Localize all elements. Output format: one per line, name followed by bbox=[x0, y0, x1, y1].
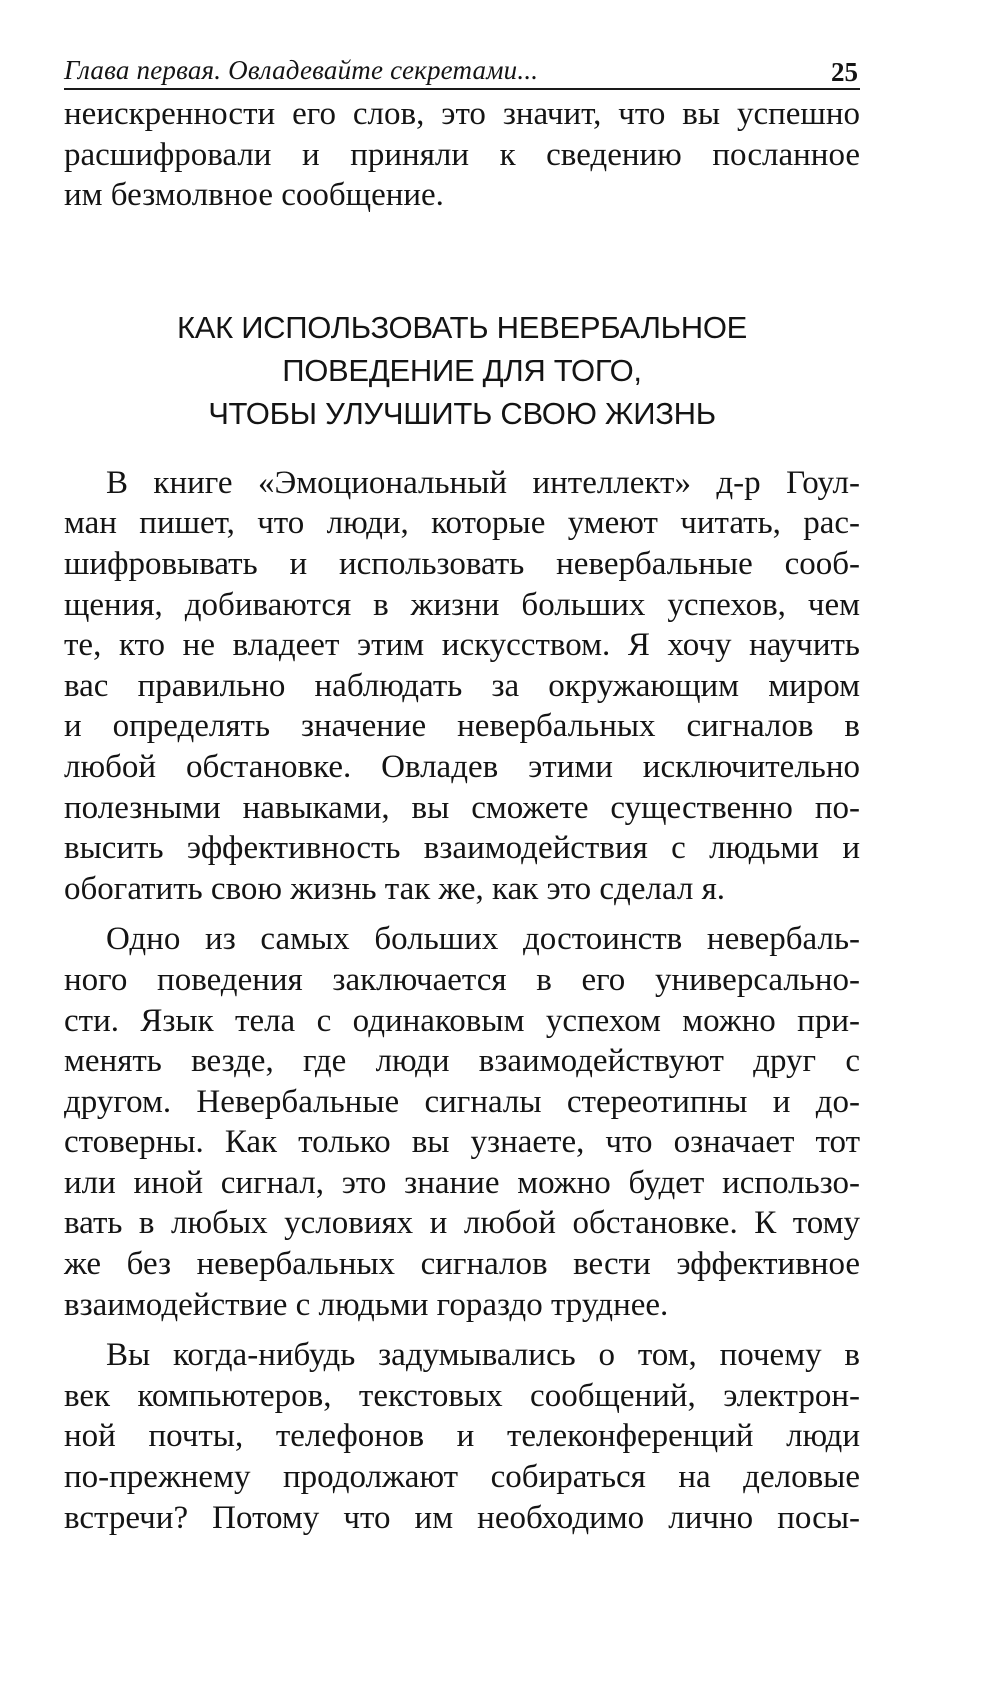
text-line: В книге «Эмоциональный интеллект» д-р Гоул- bbox=[106, 464, 860, 501]
text-line: по-прежнему продолжают собираться на деловые bbox=[64, 1459, 860, 1496]
text-line: другом. Невербальные сигналы стереотипны и до- bbox=[64, 1083, 860, 1120]
section-heading bbox=[64, 306, 860, 435]
text-line: или иной сигнал, это знание можно будет использо- bbox=[64, 1164, 860, 1201]
text-line: высить эффективность взаимодействия с людьми и bbox=[64, 830, 860, 867]
page-body bbox=[64, 94, 860, 1538]
paragraph-3 bbox=[64, 1335, 860, 1538]
heading-line: КАК ИСПОЛЬЗОВАТЬ НЕВЕРБАЛЬНОЕ bbox=[176, 309, 748, 345]
text-line: ного поведения заключается в его универсально- bbox=[64, 961, 860, 998]
heading-line: ПОВЕДЕНИЕ ДЛЯ ТОГО, bbox=[282, 352, 642, 388]
text-line: взаимодействие с людьми гораздо труднее. bbox=[64, 1286, 669, 1323]
text-line: вас правильно наблюдать за окружающим миром bbox=[64, 667, 860, 704]
text-line: Вы когда-нибудь задумывались о том, почему в bbox=[106, 1337, 860, 1374]
text-line: полезными навыками, вы сможете существенно по- bbox=[64, 789, 860, 826]
text-line: расшифровали и приняли к сведению посланное bbox=[64, 136, 860, 173]
text-line: встречи? Потому что им необходимо лично посы- bbox=[64, 1499, 860, 1536]
text-line: сти. Язык тела с одинаковым успехом можно при- bbox=[64, 1002, 860, 1039]
text-line: менять везде, где люди взаимодействуют друг с bbox=[64, 1043, 860, 1080]
text-line: вать в любых условиях и любой обстановке. К тому bbox=[64, 1205, 860, 1242]
text-line: щения, добиваются в жизни больших успехов, чем bbox=[64, 586, 860, 623]
text-line: ной почты, телефонов и телеконференций люди bbox=[64, 1418, 860, 1455]
text-line: же без невербальных сигналов вести эффективное bbox=[64, 1246, 860, 1283]
text-line: шифровывать и использовать невербальные сооб- bbox=[64, 545, 860, 582]
running-title: Глава первая. Овладевайте секретами... bbox=[64, 55, 539, 85]
text-line: ман пишет, что люди, которые умеют читать, рас- bbox=[64, 505, 860, 542]
text-line: любой обстановке. Овладев этими исключительно bbox=[64, 748, 860, 785]
continued-paragraph bbox=[64, 94, 860, 216]
text-line: неискренности его слов, это значит, что вы успешно bbox=[64, 96, 860, 132]
text-line: век компьютеров, текстовых сообщений, электрон- bbox=[64, 1377, 860, 1414]
text-line: те, кто не владеет этим искусством. Я хочу научить bbox=[64, 627, 860, 664]
text-line: им безмолвное сообщение. bbox=[64, 177, 444, 214]
running-header bbox=[64, 46, 860, 90]
book-page bbox=[64, 46, 860, 1538]
paragraph-1 bbox=[64, 463, 860, 910]
page-number: 25 bbox=[831, 57, 858, 87]
heading-line: ЧТОБЫ УЛУЧШИТЬ СВОЮ ЖИЗНЬ bbox=[208, 395, 716, 431]
text-line: Одно из самых больших достоинств невербаль- bbox=[106, 921, 860, 958]
paragraph-2 bbox=[64, 919, 860, 1325]
text-line: стоверны. Как только вы узнаете, что означает тот bbox=[64, 1124, 860, 1161]
text-line: и определять значение невербальных сигналов в bbox=[64, 708, 860, 745]
text-line: обогатить свою жизнь так же, как это сделал я. bbox=[64, 870, 726, 907]
